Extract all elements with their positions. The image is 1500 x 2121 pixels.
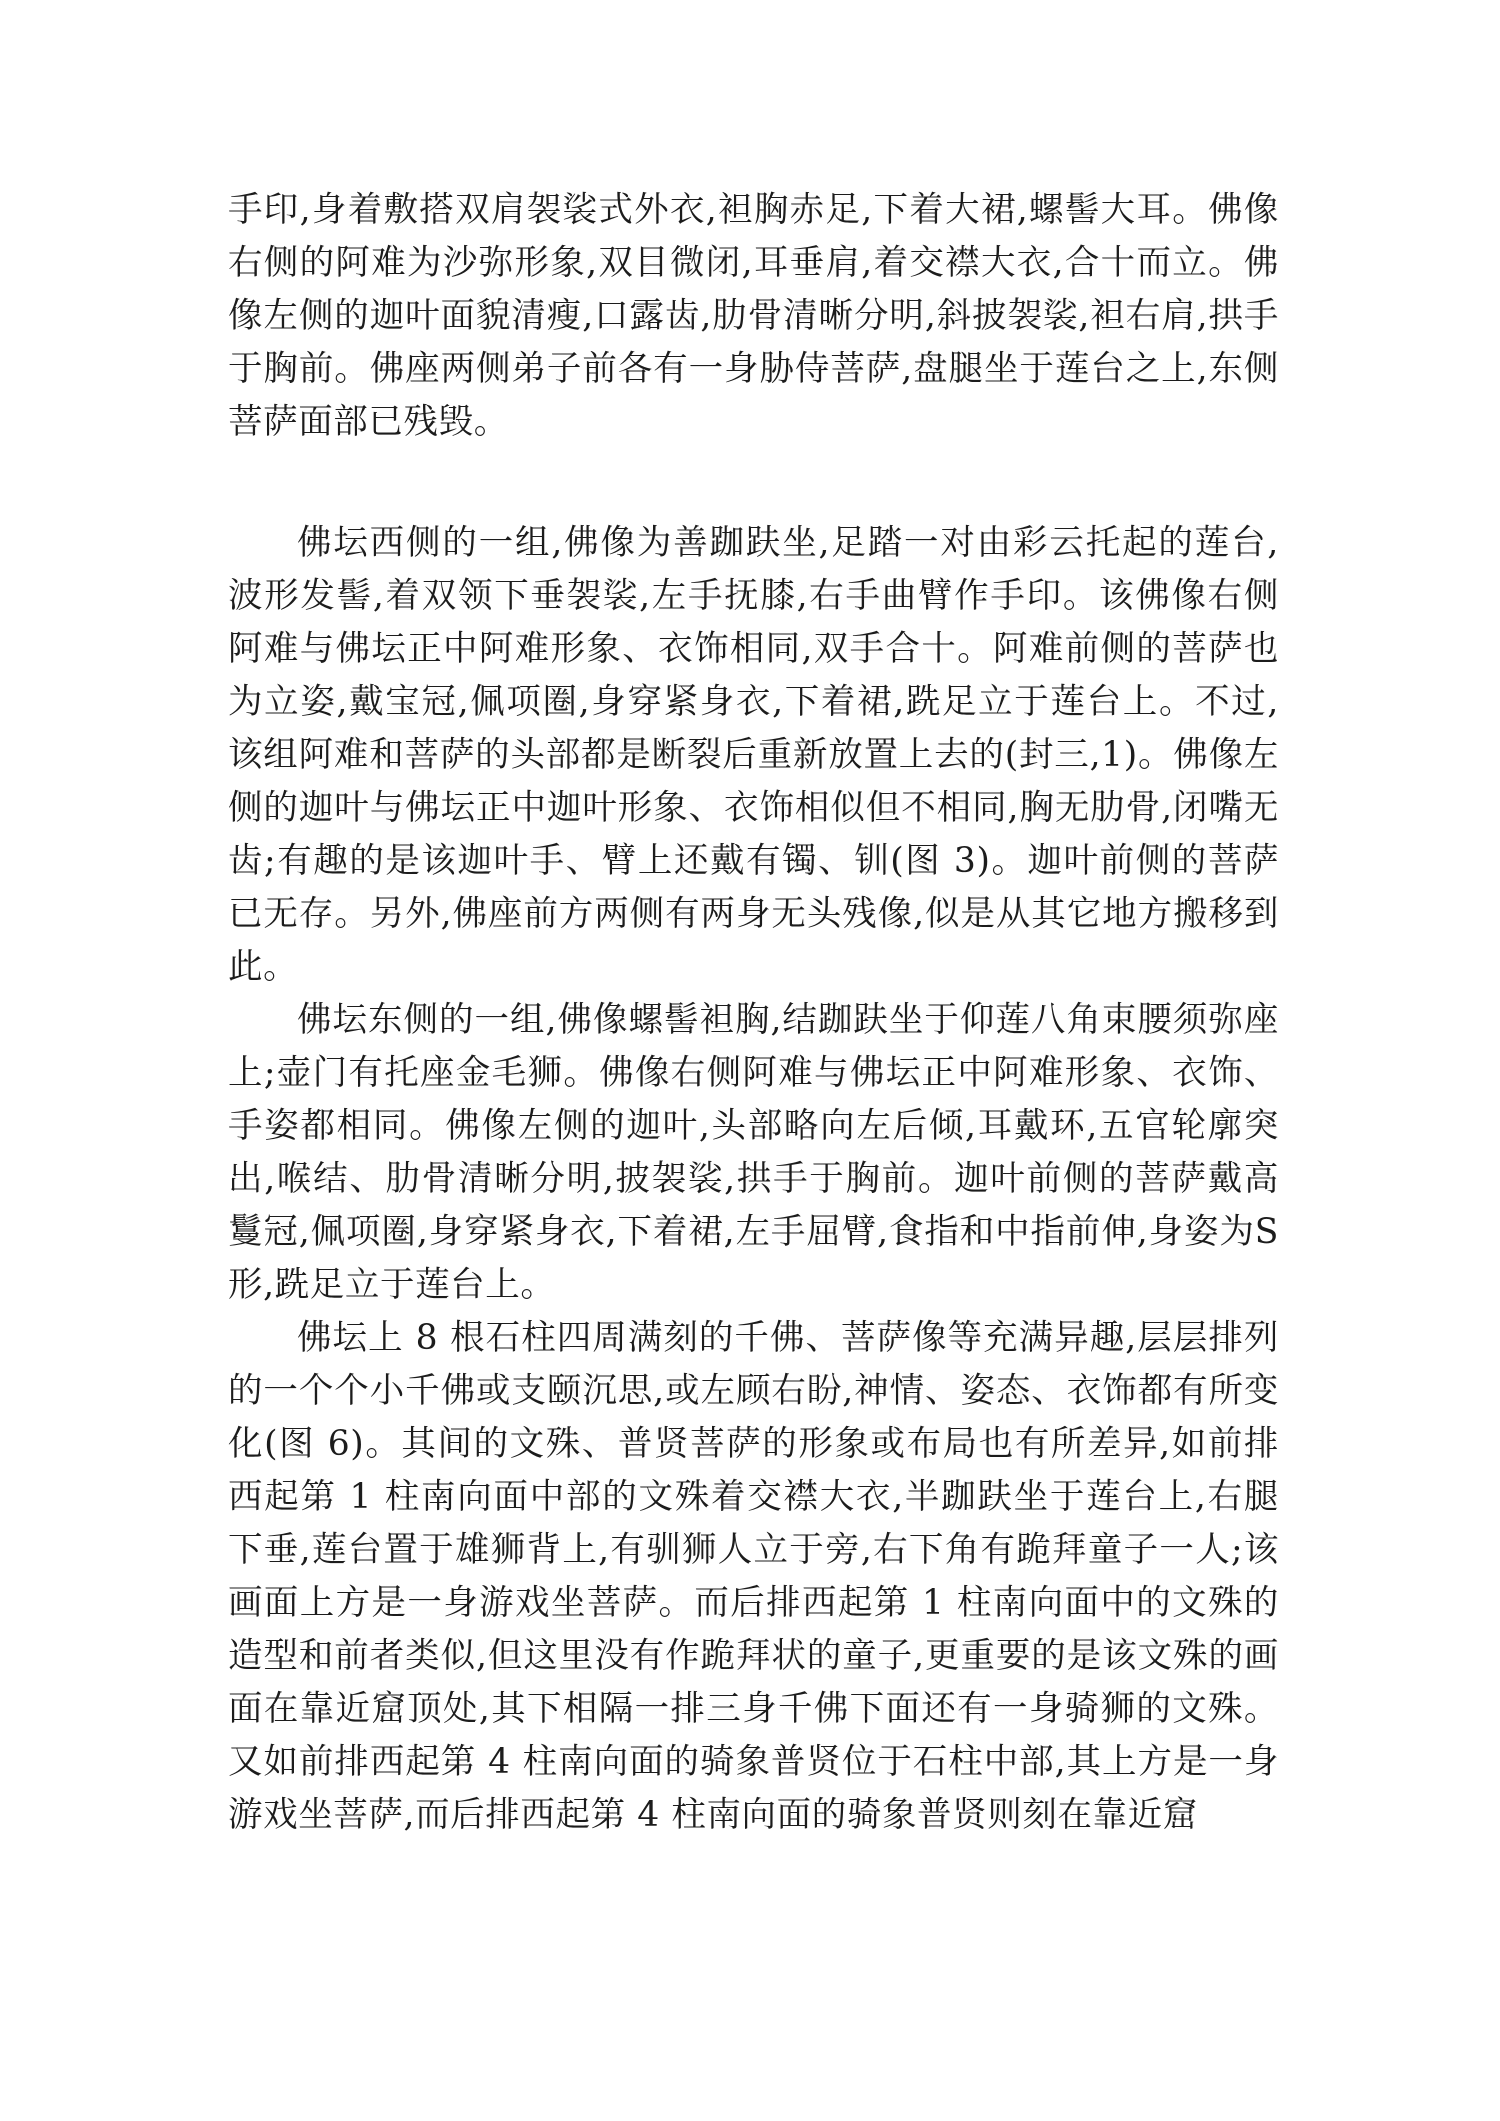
paragraph-1: 手印,身着敷搭双肩袈裟式外衣,袒胸赤足,下着大裙,螺髻大耳。佛像右侧的阿难为沙弥形象,双目微闭,耳垂肩,着交襟大衣,合十而立。佛像左侧的迦叶面貌清瘦,口露齿,肋骨清晰分明,斜披袈裟,袒右肩,拱手于胸前。佛座两侧弟子前各有一身胁侍菩萨,盘腿坐于莲台之上,东侧菩萨面部已残毁。 — [228, 190, 1279, 442]
paragraph-3: 佛坛东侧的一组,佛像螺髻袒胸,结跏趺坐于仰莲八角束腰须弥座上;壶门有托座金毛狮。佛像右侧阿难与佛坛正中阿难形象、衣饰、手姿都相同。佛像左侧的迦叶,头部略向左后倾,耳戴环,五官轮廓突出,喉结、肋骨清晰分明,披袈裟,拱手于胸前。迦叶前侧的菩萨戴高鬘冠,佩项圈,身穿紧身衣,下着裙,左手屈臂,食指和中指前伸,身姿为S形,跣足立于莲台上。 — [228, 1000, 1279, 1305]
body-text — [228, 184, 1279, 1842]
paragraph-4: 佛坛上 8 根石柱四周满刻的千佛、菩萨像等充满异趣,层层排列的一个个小千佛或支颐沉思,或左顾右盼,神情、姿态、衣饰都有所变化(图 6)。其间的文殊、普贤菩萨的形象或布局也有所差异,如前排西起第 1 柱南向面中部的文殊着交襟大衣,半跏趺坐于莲台上,右腿下垂,莲台置于雄狮背上,有驯狮人立于旁,右下角有跪拜童子一人;该画面上方是一身游戏坐菩萨。而后排西起第 1 柱南向面中的文殊的造型和前者类似,但这里没有作跪拜状的童子,更重要的是该文殊的画面在靠近窟顶处,其下相隔一排三身千佛下面还有一身骑狮的文殊。又如前排西起第 4 柱南向面的骑象普贤位于石柱中部,其上方是一身游戏坐菩萨,而后排西起第 4 柱南向面的骑象普贤则刻在靠近窟 — [228, 1318, 1279, 1835]
paragraph-2: 佛坛西侧的一组,佛像为善跏趺坐,足踏一对由彩云托起的莲台,波形发髻,着双领下垂袈裟,左手抚膝,右手曲臂作手印。该佛像右侧阿难与佛坛正中阿难形象、衣饰相同,双手合十。阿难前侧的菩萨也为立姿,戴宝冠,佩项圈,身穿紧身衣,下着裙,跣足立于莲台上。不过,该组阿难和菩萨的头部都是断裂后重新放置上去的(封三,1)。佛像左侧的迦叶与佛坛正中迦叶形象、衣饰相似但不相同,胸无肋骨,闭嘴无齿;有趣的是该迦叶手、臂上还戴有镯、钏(图 3)。迦叶前侧的菩萨已无存。另外,佛座前方两侧有两身无头残像,似是从其它地方搬移到此。 — [228, 523, 1279, 987]
